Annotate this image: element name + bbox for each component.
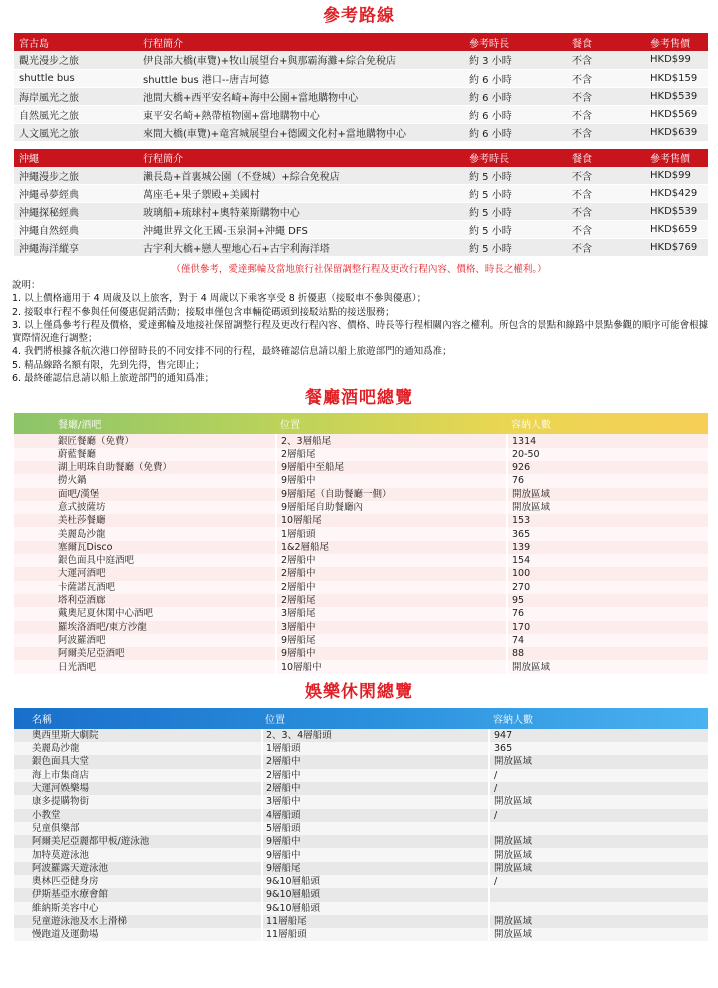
table-row [14, 822, 708, 835]
entertainment-location: 9&10層船頭 [262, 902, 489, 915]
dining-capacity: 開放區域 [507, 488, 708, 501]
dining-name: 銀色面具中庭酒吧 [14, 554, 276, 567]
table-row [14, 501, 708, 514]
dining-capacity: 270 [507, 581, 708, 594]
miyako-header-row [14, 33, 708, 51]
dining-name: 意式披薩坊 [14, 501, 276, 514]
dining-location: 9層船中 [276, 647, 507, 660]
dining-header-name: 餐廳/酒吧 [58, 420, 102, 432]
table-row [14, 221, 708, 239]
entertainment-name: 銀色面具大堂 [14, 755, 262, 768]
route-description: 玻璃船+琉球村+奧特萊斯購物中心 [138, 203, 464, 221]
entertainment-location: 11層船頭 [262, 928, 489, 941]
route-meal: 不含 [567, 51, 645, 69]
table-row [14, 607, 708, 620]
dining-location: 2層船尾 [276, 448, 507, 461]
entertainment-name: 大運河娛樂場 [14, 782, 262, 795]
dining-location: 9層船中至船尾 [276, 461, 507, 474]
miyako-header-duration: 參考時長 [464, 33, 567, 51]
route-price: HKD$539 [645, 203, 708, 221]
entertainment-location: 9&10層船頭 [262, 888, 489, 901]
entertainment-location: 2層船中 [262, 769, 489, 782]
table-row [14, 848, 708, 861]
dining-location: 3層船中 [276, 621, 507, 634]
dining-capacity: 153 [507, 514, 708, 527]
route-name: 海岸風光之旅 [14, 87, 138, 105]
entertainment-capacity: / [489, 809, 708, 822]
table-row [14, 567, 708, 580]
miyako-route-table [14, 33, 708, 142]
entertainment-capacity: / [489, 875, 708, 888]
route-price: HKD$99 [645, 51, 708, 69]
dining-capacity: 88 [507, 647, 708, 660]
remark-line: 4. 我們將根據各航次港口停留時長的不同安排不同的行程，最終確認信息請以船上旅遊部門的通知爲准； [12, 346, 452, 358]
table-row [14, 809, 708, 822]
dining-capacity: 20-50 [507, 448, 708, 461]
entertainment-location: 4層船頭 [262, 809, 489, 822]
remark-line: 3. 以上僅爲參考行程及價格，愛達郵輪及地接社保留調整行程及更改行程內容、價格、時長等行程相關內容之權利。所包含的景點和線路中景點參觀的順序可能會根據實際情況進行調整； [12, 319, 709, 345]
dining-title: 餐廳酒吧總覽 [305, 388, 413, 409]
dining-capacity: 100 [507, 567, 708, 580]
entertainment-location: 11層船尾 [262, 915, 489, 928]
route-duration: 約 6 小時 [464, 87, 567, 105]
dining-name: 銀匠餐廳（免費） [14, 434, 276, 447]
table-row [14, 782, 708, 795]
entertainment-capacity: 開放區域 [489, 915, 708, 928]
table-row [14, 527, 708, 540]
table-row [14, 621, 708, 634]
entertainment-capacity: / [489, 769, 708, 782]
table-row [14, 795, 708, 808]
route-duration: 約 6 小時 [464, 69, 567, 87]
entertainment-location: 2層船中 [262, 755, 489, 768]
dining-capacity: 926 [507, 461, 708, 474]
dining-capacity: 開放區域 [507, 660, 708, 673]
entertainment-capacity: 947 [489, 729, 708, 742]
table-row [14, 434, 708, 447]
remark-line: 5. 精品線路名額有限，先到先得，售完即止； [12, 359, 205, 371]
table-row [14, 647, 708, 660]
table-row [14, 448, 708, 461]
table-row [14, 167, 708, 185]
dining-name: 塔利亞酒廊 [14, 594, 276, 607]
remark-line: 2. 接駁車行程不參與任何優惠促銷活動；接駁車僅包含車輛從碼頭到接駁站點的接送服務； [12, 306, 395, 318]
dining-location: 1&2層船尾 [276, 541, 507, 554]
routes-title: 參考路線 [323, 6, 395, 26]
route-description: 東平安名崎+熱帶植物園+當地購物中心 [138, 105, 464, 123]
remark-line: 6. 最終確認信息請以船上旅遊部門的通知爲准； [12, 373, 215, 385]
dining-location: 1層船頭 [276, 527, 507, 540]
miyako-header-meal: 餐食 [567, 33, 645, 51]
entertainment-capacity [489, 822, 708, 835]
route-meal: 不含 [567, 239, 645, 257]
entertainment-name: 兒童俱樂部 [14, 822, 262, 835]
route-description: 沖繩世界文化王國-玉泉洞+沖繩 DFS [138, 221, 464, 239]
route-price: HKD$429 [645, 185, 708, 203]
dining-name: 日光酒吧 [14, 660, 276, 673]
dining-name: 美杜莎餐廳 [14, 514, 276, 527]
dining-name: 湖上明珠自助餐廳（免費） [14, 461, 276, 474]
dining-location: 2層船尾 [276, 594, 507, 607]
table-row [14, 69, 708, 87]
entertainment-header-row [14, 708, 708, 729]
route-duration: 約 5 小時 [464, 185, 567, 203]
entertainment-location: 9&10層船頭 [262, 875, 489, 888]
table-row [14, 514, 708, 527]
route-meal: 不含 [567, 203, 645, 221]
table-row [14, 875, 708, 888]
dining-header-row [14, 413, 708, 434]
dining-capacity: 76 [507, 474, 708, 487]
entertainment-location: 9層船中 [262, 835, 489, 848]
route-description: shuttle bus 港口--唐吉坷德 [138, 69, 464, 87]
dining-capacity: 76 [507, 607, 708, 620]
table-row [14, 87, 708, 105]
route-price: HKD$569 [645, 105, 708, 123]
table-row [14, 203, 708, 221]
okinawa-header-row [14, 149, 708, 167]
route-name: 沖繩尋夢經典 [14, 185, 138, 203]
entertainment-table [14, 708, 708, 942]
dining-location: 2層船中 [276, 567, 507, 580]
dining-location: 2層船中 [276, 554, 507, 567]
route-description: 古宇利大橋+戀人聖地心石+古宇利海洋塔 [138, 239, 464, 257]
entertainment-capacity: 開放區域 [489, 848, 708, 861]
entertainment-header-name: 名稱 [32, 714, 52, 726]
miyako-header-description: 行程簡介 [138, 33, 464, 51]
entertainment-name: 海上市集商店 [14, 769, 262, 782]
entertainment-capacity: 開放區域 [489, 862, 708, 875]
route-name: 沖繩探秘經典 [14, 203, 138, 221]
route-meal: 不含 [567, 185, 645, 203]
table-row [14, 541, 708, 554]
route-duration: 約 5 小時 [464, 167, 567, 185]
dining-name: 阿波羅酒吧 [14, 634, 276, 647]
okinawa-header-price: 參考售價 [645, 149, 708, 167]
route-meal: 不含 [567, 87, 645, 105]
route-name: 沖繩自然經典 [14, 221, 138, 239]
table-row [14, 742, 708, 755]
remarks [12, 279, 712, 385]
route-duration: 約 5 小時 [464, 203, 567, 221]
entertainment-name: 加特莫遊泳池 [14, 848, 262, 861]
table-row [14, 902, 708, 915]
dining-capacity: 74 [507, 634, 708, 647]
route-meal: 不含 [567, 69, 645, 87]
entertainment-capacity: / [489, 782, 708, 795]
route-price: HKD$769 [645, 239, 708, 257]
route-price: HKD$159 [645, 69, 708, 87]
dining-capacity: 1314 [507, 434, 708, 447]
okinawa-route-table [14, 149, 708, 258]
dining-name: 塞爾瓦Disco [14, 541, 276, 554]
dining-name: 羅埃洛酒吧/東方沙龍 [14, 621, 276, 634]
entertainment-capacity: 開放區域 [489, 835, 708, 848]
route-price: HKD$99 [645, 167, 708, 185]
table-row [14, 105, 708, 123]
dining-capacity: 365 [507, 527, 708, 540]
entertainment-location: 3層船中 [262, 795, 489, 808]
table-row [14, 51, 708, 69]
okinawa-header-meal: 餐食 [567, 149, 645, 167]
entertainment-name: 美麗島沙龍 [14, 742, 262, 755]
entertainment-capacity [489, 888, 708, 901]
route-meal: 不含 [567, 123, 645, 141]
entertainment-title: 娛樂休閑總覽 [305, 681, 413, 702]
route-description: 伊良部大橋(車覽)+牧山展望台+與那霸海灘+綜合免稅店 [138, 51, 464, 69]
dining-capacity: 170 [507, 621, 708, 634]
dining-name: 面吧/漢堡 [14, 488, 276, 501]
route-price: HKD$639 [645, 123, 708, 141]
dining-capacity: 開放區域 [507, 501, 708, 514]
route-price: HKD$659 [645, 221, 708, 239]
table-row [14, 634, 708, 647]
route-description: 萬座毛+果子禦殿+美國村 [138, 185, 464, 203]
entertainment-header-location: 位置 [265, 714, 285, 726]
route-meal: 不含 [567, 167, 645, 185]
route-duration: 約 6 小時 [464, 105, 567, 123]
entertainment-name: 兒童遊泳池及水上滑梯 [14, 915, 262, 928]
dining-name: 卡薩諾瓦酒吧 [14, 581, 276, 594]
table-row [14, 581, 708, 594]
entertainment-location: 1層船頭 [262, 742, 489, 755]
dining-capacity: 154 [507, 554, 708, 567]
dining-name: 蔚藍餐廳 [14, 448, 276, 461]
entertainment-capacity: 開放區域 [489, 755, 708, 768]
table-row [14, 488, 708, 501]
okinawa-header-name: 沖繩 [14, 149, 138, 167]
table-row [14, 835, 708, 848]
entertainment-name: 慢跑道及運動場 [14, 928, 262, 941]
route-duration: 約 6 小時 [464, 123, 567, 141]
routes-disclaimer: （僅供參考，愛達郵輪及當地旅行社保留調整行程及更改行程內容、價格、時長之權利。） [171, 264, 547, 275]
table-row [14, 928, 708, 941]
okinawa-header-duration: 參考時長 [464, 149, 567, 167]
route-meal: 不含 [567, 105, 645, 123]
dining-location: 3層船尾 [276, 607, 507, 620]
table-row [14, 239, 708, 257]
entertainment-location: 9層船中 [262, 848, 489, 861]
table-row [14, 755, 708, 768]
entertainment-name: 康多提購物街 [14, 795, 262, 808]
route-description: 來間大橋(車覽)+竜宮城展望台+德國文化村+當地購物中心 [138, 123, 464, 141]
table-row [14, 554, 708, 567]
entertainment-name: 阿爾美尼亞麗都甲板/遊泳池 [14, 835, 262, 848]
table-row [14, 474, 708, 487]
route-name: 沖繩海洋縱享 [14, 239, 138, 257]
table-row [14, 888, 708, 901]
remark-line: 1. 以上價格適用于 4 周歲及以上旅客，對于 4 周歲以下乘客享受 8 折優惠（接駁車不參與優惠）； [12, 293, 427, 305]
route-name: 人文風光之旅 [14, 123, 138, 141]
route-meal: 不含 [567, 221, 645, 239]
dining-name: 戴奧尼夏休閑中心酒吧 [14, 607, 276, 620]
route-duration: 約 3 小時 [464, 51, 567, 69]
entertainment-name: 阿波羅露天遊泳池 [14, 862, 262, 875]
dining-name: 美麗島沙龍 [14, 527, 276, 540]
dining-capacity: 139 [507, 541, 708, 554]
route-name: 觀光漫步之旅 [14, 51, 138, 69]
dining-header-capacity: 容納人數 [511, 420, 551, 432]
table-row [14, 915, 708, 928]
table-row [14, 594, 708, 607]
dining-name: 阿爾美尼亞酒吧 [14, 647, 276, 660]
dining-location: 9層船尾 [276, 634, 507, 647]
miyako-header-name: 宮古島 [14, 33, 138, 51]
route-name: 沖繩漫步之旅 [14, 167, 138, 185]
route-duration: 約 5 小時 [464, 221, 567, 239]
dining-location: 9層船尾自助餐廳內 [276, 501, 507, 514]
dining-location: 10層船尾 [276, 514, 507, 527]
route-description: 瀨長島+首裏城公園（不登城）+綜合免稅店 [138, 167, 464, 185]
dining-header-location: 位置 [280, 420, 300, 432]
entertainment-capacity: 365 [489, 742, 708, 755]
route-name: 自然風光之旅 [14, 105, 138, 123]
dining-capacity: 95 [507, 594, 708, 607]
miyako-header-price: 參考售價 [645, 33, 708, 51]
entertainment-location: 2、3、4層船頭 [262, 729, 489, 742]
entertainment-name: 伊斯基亞水療會館 [14, 888, 262, 901]
route-price: HKD$539 [645, 87, 708, 105]
table-row [14, 185, 708, 203]
entertainment-name: 小教堂 [14, 809, 262, 822]
entertainment-location: 9層船尾 [262, 862, 489, 875]
route-duration: 約 5 小時 [464, 239, 567, 257]
dining-location: 9層船中 [276, 474, 507, 487]
dining-location: 9層船尾（自助餐廳一側） [276, 488, 507, 501]
entertainment-name: 維納斯美容中心 [14, 902, 262, 915]
dining-location: 2層船中 [276, 581, 507, 594]
entertainment-header-capacity: 容納人數 [493, 714, 533, 726]
table-row [14, 123, 708, 141]
table-row [14, 461, 708, 474]
table-row [14, 769, 708, 782]
entertainment-location: 5層船頭 [262, 822, 489, 835]
remark-line: 說明： [12, 280, 41, 291]
okinawa-header-description: 行程簡介 [138, 149, 464, 167]
dining-name: 大運河酒吧 [14, 567, 276, 580]
entertainment-capacity: 開放區域 [489, 928, 708, 941]
route-description: 池間大橋+西平安名崎+海中公園+當地購物中心 [138, 87, 464, 105]
dining-location: 2、3層船尾 [276, 434, 507, 447]
table-row [14, 862, 708, 875]
entertainment-capacity: 開放區域 [489, 795, 708, 808]
entertainment-name: 奧西里斯大劇院 [14, 729, 262, 742]
entertainment-capacity [489, 902, 708, 915]
dining-table [14, 413, 708, 673]
table-row [14, 729, 708, 742]
table-row [14, 660, 708, 673]
entertainment-name: 奧林匹亞健身房 [14, 875, 262, 888]
dining-name: 撈火鍋 [14, 474, 276, 487]
entertainment-location: 2層船中 [262, 782, 489, 795]
route-name: shuttle bus [14, 69, 138, 87]
dining-location: 10層船中 [276, 660, 507, 673]
